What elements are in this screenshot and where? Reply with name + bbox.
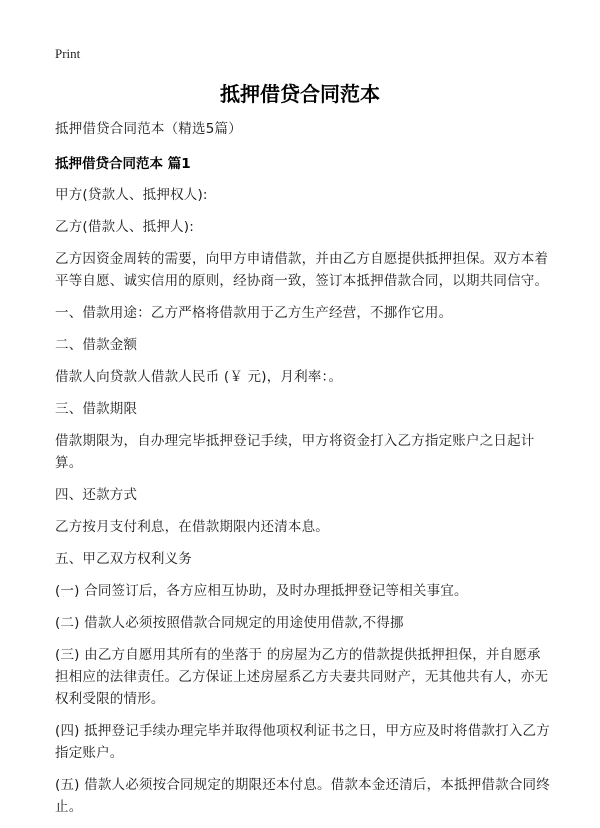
section-heading: 抵押借贷合同范本 篇1 bbox=[55, 156, 191, 172]
intro-paragraph: 乙方因资金周转的需要，向甲方申请借款，并由乙方自愿提供抵押担保。双方本着平等自愿、诚实信用的原则，经协商一致，签订本抵押借款合同，以期共同信守。 bbox=[55, 251, 549, 289]
clause-rights-item-1: (一) 合同签订后，各方应相互协助，及时办理抵押登记等相关事宜。 bbox=[55, 583, 468, 599]
clause-heading-repayment: 四、还款方式 bbox=[55, 487, 138, 503]
print-link[interactable]: Print bbox=[55, 46, 81, 61]
clause-heading-rights: 五、甲乙双方权利义务 bbox=[55, 551, 192, 567]
clause-repayment-text: 乙方按月支付利息，在借款期限内还清本息。 bbox=[55, 519, 329, 535]
party-a-line: 甲方(贷款人、抵押权人): bbox=[55, 187, 208, 203]
clause-heading-amount: 二、借款金额 bbox=[55, 337, 138, 353]
clause-term-text: 借款期限为，自办理完毕抵押登记手续，甲方将资金打入乙方指定账户之日起计算。 bbox=[55, 433, 535, 471]
clause-rights-item-5: (五) 借款人必须按合同规定的期限还本付息。借款本金还清后，本抵押借款合同终止。 bbox=[55, 777, 550, 815]
clause-rights-item-2: (二) 借款人必须按照借款合同规定的用途使用借款,不得挪 bbox=[55, 615, 404, 631]
clause-loan-purpose: 一、借款用途：乙方严格将借款用于乙方生产经营，不挪作它用。 bbox=[55, 305, 453, 321]
document-body bbox=[55, 118, 550, 828]
document-title: 抵押借贷合同范本 bbox=[220, 82, 380, 106]
clause-rights-item-4: (四) 抵押登记手续办理完毕并取得他项权利证书之日，甲方应及时将借款打入乙方指定账户。 bbox=[55, 723, 550, 761]
party-b-line: 乙方(借款人、抵押人): bbox=[55, 219, 194, 235]
clause-amount-text: 借款人向贷款人借款人民币 (￥ 元)，月利率：。 bbox=[55, 369, 343, 385]
clause-rights-item-3: (三) 由乙方自愿用其所有的坐落于 的房屋为乙方的借款提供抵押担保，并自愿承担相应的法律责任。乙方保证上述房屋系乙方夫妻共同财产，无其他共有人，亦无权利受限的情形。 bbox=[55, 647, 549, 707]
document-subtitle: 抵押借贷合同范本（精选5篇） bbox=[55, 121, 242, 137]
clause-heading-term: 三、借款期限 bbox=[55, 401, 138, 417]
